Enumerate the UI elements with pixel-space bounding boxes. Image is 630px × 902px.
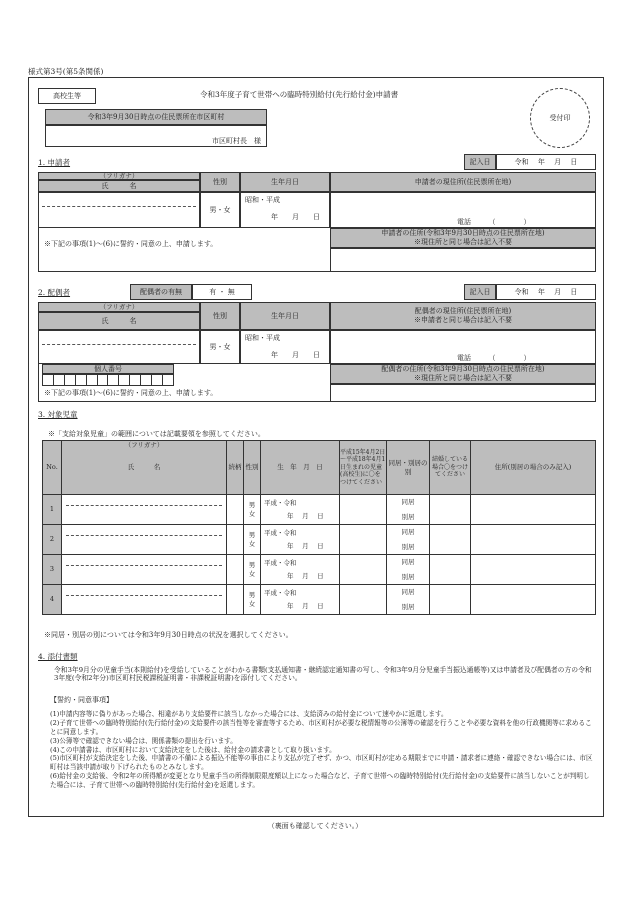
spouse-furigana-header: （フリガナ） [38,302,200,312]
spouse-address-label: 配偶者の現住所(住民票所在地) [414,307,512,316]
pledge-item: (6)給付金の支給後、令和2年の所得額が変更となり児童手当の所得制限限度額以上になった場合など、子育て世帯への臨時特別給付(先行給付金)の支給要件に該当しないことが判明した場合には、子育て世帯への臨時特別給付(先行給付金)を返還します。 [50,772,590,790]
applicant-name-header: 氏 名 [38,180,200,192]
child-name-field[interactable] [62,495,227,525]
col-relation: 続柄 [227,441,244,495]
spouse-address2-field[interactable] [330,384,596,402]
col-married: 結婚している場合〇をつけてください [430,441,471,495]
child-cohabit-field[interactable] [387,495,430,525]
pledge-item: (1)申請内容等に偽りがあった場合、相違があり支給要件に該当しなかった場合には、支給済みの給付金について速やかに返還します。 [50,710,448,718]
spouse-address-note: ※申請者と同じ場合は記入不要 [414,316,512,324]
child-no: 2 [43,525,62,555]
applicant-name-field[interactable] [38,192,200,228]
form-title: 令和3年度子育て世帯への臨時特別給付(先行給付金)申請書 [200,90,399,99]
child-no: 1 [43,495,62,525]
child-address-field[interactable] [471,525,596,555]
col-birth: 生 年 月 日 [261,441,340,495]
child-no: 4 [43,585,62,615]
applicant-birth-header: 生年月日 [240,172,330,192]
section-children-title: 3. 対象児童 [38,410,78,419]
child-row [43,525,596,555]
applicant-address-field[interactable] [330,192,596,228]
col-cohabit: 同居・別居の別 [387,441,430,495]
spouse-address2-note: ※現住所と同じ場合は記入不要 [414,374,512,382]
child-apart: 別居 [401,602,415,611]
child-birth-date: 年 月 日 [287,571,324,580]
back-side-note: （裏面も確認してください。） [267,822,363,830]
child-married-field[interactable] [430,495,471,525]
spouse-name-field[interactable] [38,330,200,364]
child-row [43,585,596,615]
child-cohabit-field[interactable] [387,525,430,555]
child-h15-field[interactable] [340,525,387,555]
entry-date-label: 記入日 [464,154,496,170]
col-name [62,441,227,495]
spouse-address-header [330,302,596,330]
child-relation-field[interactable] [227,585,244,615]
child-address-field[interactable] [471,585,596,615]
child-together: 同居 [401,498,415,507]
spouse-pledge-note: ※下記の事項(1)～(6)に誓約・同意の上、申請します。 [44,389,218,397]
col-name-label: 氏 名 [127,463,161,472]
spouse-address2-header [330,364,596,384]
spouse-furigana-divider [42,344,196,345]
children-header-row [43,441,596,495]
applicant-furigana-header: （フリガナ） [38,172,200,180]
child-birth-field[interactable] [261,585,340,615]
spouse-address2-label: 配偶者の住所(令和3年9月30日時点の住民票所在地) [381,365,545,374]
spouse-birth-era: 昭和・平成 [245,334,280,342]
child-married-field[interactable] [430,555,471,585]
col-gender: 性別 [244,441,261,495]
child-gender-field[interactable]: 男 女 [244,495,261,525]
spouse-name-header: 氏 名 [38,312,200,330]
child-furigana-divider [66,595,222,596]
child-apart: 別居 [401,572,415,581]
applicant-address-header: 申請者の現住所(住民票所在地) [330,172,596,192]
has-spouse-field[interactable]: 有 ・ 無 [192,284,252,300]
spouse-phone: 電話 （ ） [457,354,531,362]
child-name-field[interactable] [62,585,227,615]
pledge-title: 【誓約・同意事項】 [50,696,113,704]
col-address: 住所(別居の場合のみ記入) [471,441,596,495]
stamp-label: 受付印 [549,113,571,122]
spouse-entry-date-label: 記入日 [464,284,496,300]
applicant-address2-note: ※現住所と同じ場合は記入不要 [414,238,512,246]
child-h15-field[interactable] [340,495,387,525]
applicant-address2-header [330,228,596,248]
child-birth-era: 平成・令和 [264,559,297,568]
pledge-item: (5)市区町村が支給決定をした後、申請書の不備による振込不能等の事由により支払が完了せず、かつ、市区町村が定める期限までに申請・請求者に連絡・確認できない場合には、市区町村は当該申請が取り下げられたものとみなします。 [50,754,593,772]
child-birth-field[interactable] [261,495,340,525]
child-row [43,555,596,585]
child-address-field[interactable] [471,495,596,525]
pledge-list [50,710,596,790]
child-furigana-divider [66,505,222,506]
child-birth-era: 平成・令和 [264,589,297,598]
pledge-item: (4)この申請書は、市区町村において支給決定をした後は、給付金の請求書として取り扱います。 [50,745,336,754]
spouse-address-field[interactable] [330,330,596,364]
child-apart: 別居 [401,512,415,521]
applicant-birth-era: 昭和・平成 [245,196,280,204]
child-relation-field[interactable] [227,525,244,555]
child-relation-field[interactable] [227,495,244,525]
applicant-birth-field[interactable] [240,192,330,228]
municipality-label: 令和3年9月30日時点の住民票所在市区町村 [45,109,267,125]
children-table [42,440,596,615]
child-cohabit-field[interactable] [387,555,430,585]
applicant-birth-date: 年 月 日 [271,213,320,221]
spouse-birth-date: 年 月 日 [271,351,320,359]
child-birth-field[interactable] [261,525,340,555]
children-footnote: ※同居・別居の別については令和3年9月30日時点の状況を選択してください。 [44,631,293,639]
child-together: 同居 [401,588,415,597]
reception-stamp [530,88,590,148]
applicant-gender-field[interactable]: 男・女 [200,192,240,228]
child-no: 3 [43,555,62,585]
section-applicant-title: 1. 申請者 [38,158,71,167]
child-married-field[interactable] [430,585,471,615]
has-spouse-label: 配偶者の有無 [130,284,192,300]
spouse-birth-field[interactable] [240,330,330,364]
col-furigana: （フリガナ） [124,441,164,449]
attachments-text: 令和3年9月分の児童手当(本則給付)を受給していることがわかる書類(支払通知書・継続認定通知書の写し、令和3年9月分児童手当振込通帳等)又は申請者及び配偶者の方の令和3年度(令和2年分)市区町村民税課税証明書・非課税証明書)を添付してください。 [54,666,592,683]
child-birth-era: 平成・令和 [264,499,297,508]
child-name-field[interactable] [62,555,227,585]
child-furigana-divider [66,565,222,566]
child-birth-date: 年 月 日 [287,541,324,550]
pledge-item: (2)子育て世帯への臨時特別給付(先行給付金)の支給要件の該当性等を審査等するため、市区町村が必要な税情報等の公簿等の確認を行うことや必要な資料を他の行政機関等に求めることに同意します。 [50,718,592,736]
personal-number-grid [42,374,174,386]
child-together: 同居 [401,528,415,537]
child-relation-field[interactable] [227,555,244,585]
mayor-label: 市区町村長 様 [212,137,261,145]
applicant-pledge-note: ※下記の事項(1)～(6)に誓約・同意の上、申請します。 [44,240,218,248]
section-attachments-title: 4. 添付書類 [38,652,78,661]
child-apart: 別居 [401,542,415,551]
child-name-field[interactable] [62,525,227,555]
child-cohabit-field[interactable] [387,585,430,615]
personal-number-boxes[interactable] [42,374,174,386]
child-married-field[interactable] [430,525,471,555]
section-spouse-title: 2. 配偶者 [38,288,71,297]
col-h15: 平成15年4月2日～平成18年4月1日生まれの児童(高校生)に〇をつけてください [340,441,387,495]
entry-date-field[interactable]: 令和 年 月 日 [496,154,596,170]
applicant-gender-header: 性別 [200,172,240,192]
child-h15-field[interactable] [340,585,387,615]
personal-number-label: 個人番号 [42,364,174,374]
child-birth-date: 年 月 日 [287,601,324,610]
applicant-address2-field[interactable] [330,248,596,272]
pledge-item: (3)公簿等で確認できない場合は、関係書類の提出を行います。 [50,736,237,745]
spouse-gender-field[interactable]: 男・女 [200,330,240,364]
child-furigana-divider [66,535,222,536]
spouse-birth-header: 生年月日 [240,302,330,330]
child-address-field[interactable] [471,555,596,585]
child-h15-field[interactable] [340,555,387,585]
form-number: 様式第3号(第5条関係) [28,67,104,76]
child-gender-field[interactable]: 男 女 [244,555,261,585]
child-birth-era: 平成・令和 [264,529,297,538]
children-scope-note: ※「支給対象児童」の範囲については記載要領を参照してください。 [48,430,265,438]
furigana-divider [42,206,196,207]
child-row [43,495,596,525]
school-tag: 高校生等 [38,88,96,104]
child-birth-field[interactable] [261,555,340,585]
applicant-phone: 電話 （ ） [457,218,531,226]
child-birth-date: 年 月 日 [287,511,324,520]
child-together: 同居 [401,558,415,567]
spouse-entry-date-field[interactable]: 令和 年 月 日 [496,284,596,300]
col-no: No. [43,441,62,495]
child-gender-field[interactable]: 男 女 [244,585,261,615]
spouse-gender-header: 性別 [200,302,240,330]
applicant-address2-label: 申請者の住所(令和3年9月30日時点の住民票所在地) [381,229,545,238]
child-gender-field[interactable]: 男 女 [244,525,261,555]
